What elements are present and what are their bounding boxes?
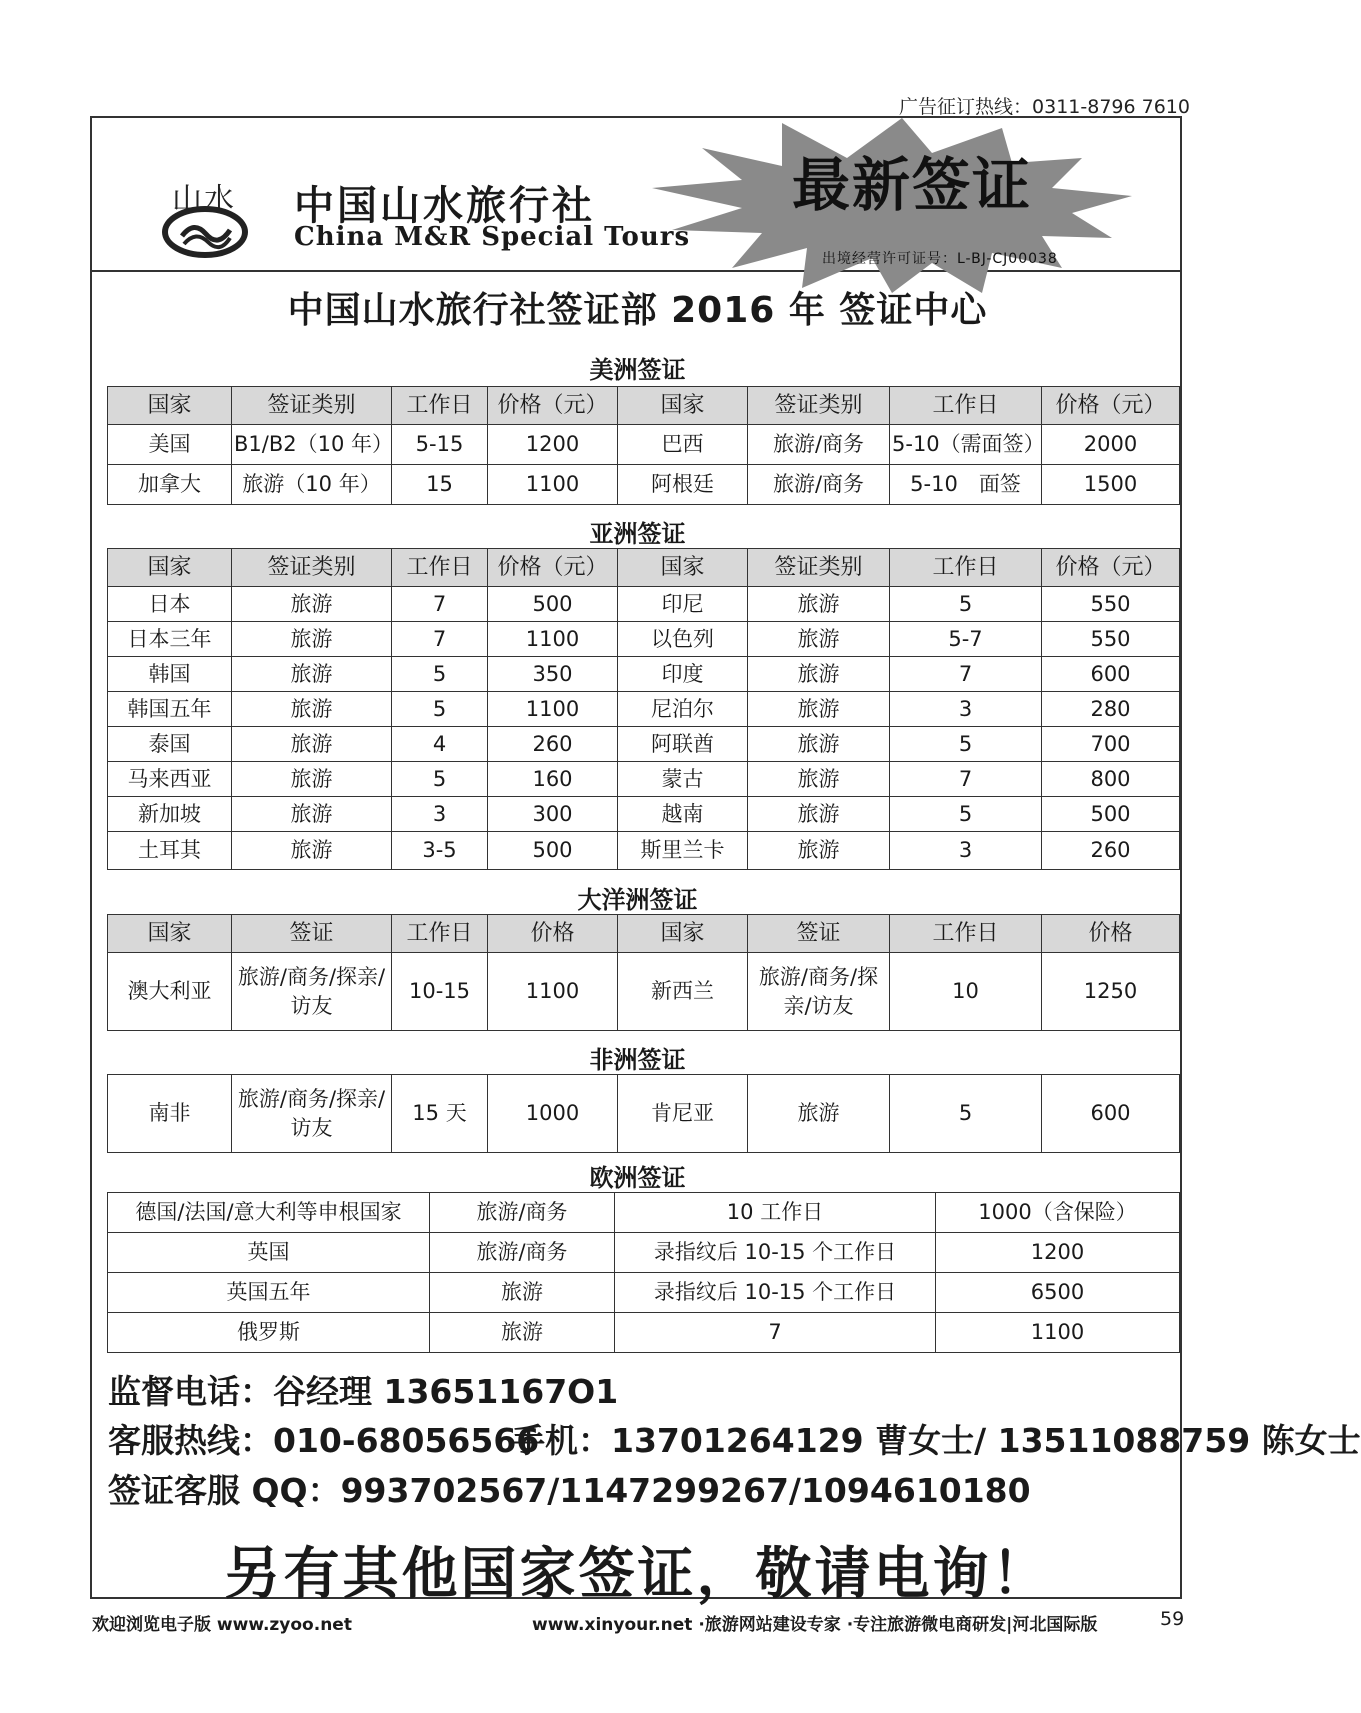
cell: 旅游 [748, 797, 890, 832]
ad-hotline: 广告征订热线：0311-8796 7610 [899, 96, 1190, 118]
service-hotline: 客服热线：010-68056566 [108, 1421, 540, 1460]
cell: 斯里兰卡 [618, 832, 748, 870]
company-logo-icon [162, 206, 248, 258]
cell: 10-15 [392, 953, 488, 1031]
section-title-oceania: 大洋洲签证 [577, 886, 698, 914]
table-row [108, 622, 1180, 657]
cell: 录指纹后 10-15 个工作日 [615, 1273, 936, 1313]
cell: 300 [488, 797, 618, 832]
cell: 旅游 [748, 587, 890, 622]
cell: 2000 [1042, 425, 1180, 465]
header-banner [92, 118, 1180, 272]
cell: 5 [890, 587, 1042, 622]
cell: 旅游 [232, 832, 392, 870]
cell: 7 [890, 762, 1042, 797]
cell: 旅游/商务/探亲/访友 [748, 953, 890, 1031]
header-cell: 工作日 [890, 549, 1042, 587]
cell: 阿根廷 [618, 465, 748, 505]
cell: 旅游/商务 [748, 425, 890, 465]
header-cell: 国家 [618, 387, 748, 425]
cell: 280 [1042, 692, 1180, 727]
header-cell: 国家 [108, 915, 232, 953]
brand-name-en: China M&R Special Tours [294, 222, 691, 252]
cell: 印度 [618, 657, 748, 692]
cell: 5-10 面签 [890, 465, 1042, 505]
header-cell: 工作日 [392, 915, 488, 953]
cell: 俄罗斯 [108, 1313, 430, 1353]
cell: 7 [890, 657, 1042, 692]
table-asia [107, 548, 1180, 870]
cell: 3-5 [392, 832, 488, 870]
cell: 旅游 [232, 727, 392, 762]
cell: 马来西亚 [108, 762, 232, 797]
cell: 5 [890, 797, 1042, 832]
header-cell: 价格 [1042, 915, 1180, 953]
section-title-asia: 亚洲签证 [589, 520, 686, 548]
header-cell: 签证类别 [232, 387, 392, 425]
cell: 英国五年 [108, 1273, 430, 1313]
cell: 5 [392, 657, 488, 692]
cell: 旅游 [748, 657, 890, 692]
header-cell: 价格（元） [488, 387, 618, 425]
cell: 5-10（需面签） [890, 425, 1042, 465]
cell: 土耳其 [108, 832, 232, 870]
cell: 1200 [488, 425, 618, 465]
header-cell: 签证类别 [748, 549, 890, 587]
cell: 旅游/商务 [748, 465, 890, 505]
table-header-row [108, 549, 1180, 587]
table-row [108, 953, 1180, 1031]
cell: 英国 [108, 1233, 430, 1273]
cell: 7 [392, 587, 488, 622]
table-header-row [108, 915, 1180, 953]
cell: 新西兰 [618, 953, 748, 1031]
page-title: 中国山水旅行社签证部 2016 年 签证中心 [287, 290, 988, 331]
cell: 500 [488, 832, 618, 870]
cell: 旅游 [748, 692, 890, 727]
cell: 蒙古 [618, 762, 748, 797]
cell: 加拿大 [108, 465, 232, 505]
table-row [108, 1075, 1180, 1153]
table-row [108, 797, 1180, 832]
header-cell: 工作日 [890, 915, 1042, 953]
cell: 南非 [108, 1075, 232, 1153]
cell: 新加坡 [108, 797, 232, 832]
table-africa [107, 1074, 1180, 1153]
table-row [108, 832, 1180, 870]
cell: 15 [392, 465, 488, 505]
cell: 7 [392, 622, 488, 657]
table-row [108, 762, 1180, 797]
cell: 550 [1042, 587, 1180, 622]
page-number: 59 [1160, 1608, 1185, 1630]
cell: 美国 [108, 425, 232, 465]
cell: 尼泊尔 [618, 692, 748, 727]
cell: 旅游/商务/探亲/访友 [232, 953, 392, 1031]
table-header-row [108, 387, 1180, 425]
cell: 旅游 [748, 1075, 890, 1153]
cell: 旅游 [232, 762, 392, 797]
cell: 1000 [488, 1075, 618, 1153]
cell: 500 [1042, 797, 1180, 832]
cell: 旅游 [430, 1273, 615, 1313]
cell: 5 [890, 727, 1042, 762]
header-cell: 工作日 [392, 549, 488, 587]
cell: 1100 [488, 465, 618, 505]
cell: 5-7 [890, 622, 1042, 657]
cell: 260 [488, 727, 618, 762]
starburst-title: 最新签证 [792, 151, 1033, 219]
cell: 350 [488, 657, 618, 692]
table-row [108, 727, 1180, 762]
table-row [108, 1273, 1180, 1313]
cell: 旅游 [232, 797, 392, 832]
cell: 阿联酋 [618, 727, 748, 762]
cell: 以色列 [618, 622, 748, 657]
closing-slogan: 另有其他国家签证，敬请电询！ [224, 1542, 1051, 1607]
cell: 5 [392, 692, 488, 727]
cell: 韩国五年 [108, 692, 232, 727]
cell: 澳大利亚 [108, 953, 232, 1031]
cell: B1/B2（10 年） [232, 425, 392, 465]
header-cell: 签证 [748, 915, 890, 953]
header-cell: 价格（元） [488, 549, 618, 587]
cell: 巴西 [618, 425, 748, 465]
brand-name-cn: 中国山水旅行社 [294, 182, 595, 229]
cell: 600 [1042, 657, 1180, 692]
logo-calligraphy: 山水 [172, 182, 236, 217]
supervisor-phone: 监督电话：谷经理 13651167O1 [108, 1372, 619, 1411]
table-row [108, 1233, 1180, 1273]
table-row [108, 1193, 1180, 1233]
cell: 旅游/商务 [430, 1193, 615, 1233]
footer-website-link[interactable]: 欢迎浏览电子版 www.zyoo.net [92, 1615, 352, 1635]
license-number: 出境经营许可证号：L-BJ-CJ00038 [822, 251, 1058, 267]
cell: 5 [392, 762, 488, 797]
cell: 1200 [936, 1233, 1180, 1273]
table-row [108, 425, 1180, 465]
cell: 日本三年 [108, 622, 232, 657]
cell: 旅游 [748, 762, 890, 797]
cell: 15 天 [392, 1075, 488, 1153]
cell: 1000（含保险） [936, 1193, 1180, 1233]
cell: 4 [392, 727, 488, 762]
cell: 500 [488, 587, 618, 622]
section-title-africa: 非洲签证 [589, 1046, 686, 1074]
cell: 旅游 [748, 622, 890, 657]
cell: 旅游 [232, 657, 392, 692]
cell: 160 [488, 762, 618, 797]
cell: 录指纹后 10-15 个工作日 [615, 1233, 936, 1273]
header-cell: 签证 [232, 915, 392, 953]
section-title-americas: 美洲签证 [589, 356, 686, 384]
cell: 旅游 [232, 587, 392, 622]
cell: 肯尼亚 [618, 1075, 748, 1153]
cell: 日本 [108, 587, 232, 622]
table-europe [107, 1192, 1180, 1353]
cell: 旅游（10 年） [232, 465, 392, 505]
header-cell: 价格（元） [1042, 549, 1180, 587]
cell: 700 [1042, 727, 1180, 762]
table-row [108, 1313, 1180, 1353]
section-title-europe: 欧洲签证 [589, 1164, 686, 1192]
table-oceania [107, 914, 1180, 1031]
header-cell: 国家 [618, 549, 748, 587]
table-row [108, 587, 1180, 622]
header-cell: 国家 [618, 915, 748, 953]
cell: 1100 [488, 692, 618, 727]
header-cell: 工作日 [392, 387, 488, 425]
cell: 1500 [1042, 465, 1180, 505]
header-cell: 签证类别 [232, 549, 392, 587]
cell: 1100 [488, 622, 618, 657]
header-cell: 工作日 [890, 387, 1042, 425]
cell: 1250 [1042, 953, 1180, 1031]
header-cell: 国家 [108, 387, 232, 425]
cell: 旅游 [748, 727, 890, 762]
table-americas [107, 386, 1180, 505]
cell: 韩国 [108, 657, 232, 692]
cell: 10 [890, 953, 1042, 1031]
mobile-contacts: 手机：13701264129 曹女士/ 13511088759 陈女士 [512, 1421, 1361, 1460]
cell: 旅游 [232, 692, 392, 727]
cell: 5 [890, 1075, 1042, 1153]
cell: 3 [890, 832, 1042, 870]
cell: 800 [1042, 762, 1180, 797]
cell: 10 工作日 [615, 1193, 936, 1233]
cell: 旅游/商务/探亲/访友 [232, 1075, 392, 1153]
cell: 旅游 [232, 622, 392, 657]
header-cell: 签证类别 [748, 387, 890, 425]
cell: 旅游/商务 [430, 1233, 615, 1273]
cell: 1100 [936, 1313, 1180, 1353]
cell: 600 [1042, 1075, 1180, 1153]
visa-service-qq: 签证客服 QQ：993702567/1147299267/1094610180 [108, 1471, 1031, 1510]
cell: 260 [1042, 832, 1180, 870]
cell: 越南 [618, 797, 748, 832]
header-cell: 价格 [488, 915, 618, 953]
footer-tagline: www.xinyour.net ·旅游网站建设专家 ·专注旅游微电商研发|河北国际版 [532, 1615, 1098, 1635]
cell: 旅游 [430, 1313, 615, 1353]
cell: 德国/法国/意大利等申根国家 [108, 1193, 430, 1233]
cell: 3 [392, 797, 488, 832]
cell: 旅游 [748, 832, 890, 870]
cell: 6500 [936, 1273, 1180, 1313]
header-cell: 国家 [108, 549, 232, 587]
table-row [108, 692, 1180, 727]
cell: 1100 [488, 953, 618, 1031]
cell: 5-15 [392, 425, 488, 465]
table-row [108, 657, 1180, 692]
cell: 7 [615, 1313, 936, 1353]
cell: 泰国 [108, 727, 232, 762]
cell: 550 [1042, 622, 1180, 657]
header-cell: 价格（元） [1042, 387, 1180, 425]
cell: 3 [890, 692, 1042, 727]
table-row [108, 465, 1180, 505]
cell: 印尼 [618, 587, 748, 622]
